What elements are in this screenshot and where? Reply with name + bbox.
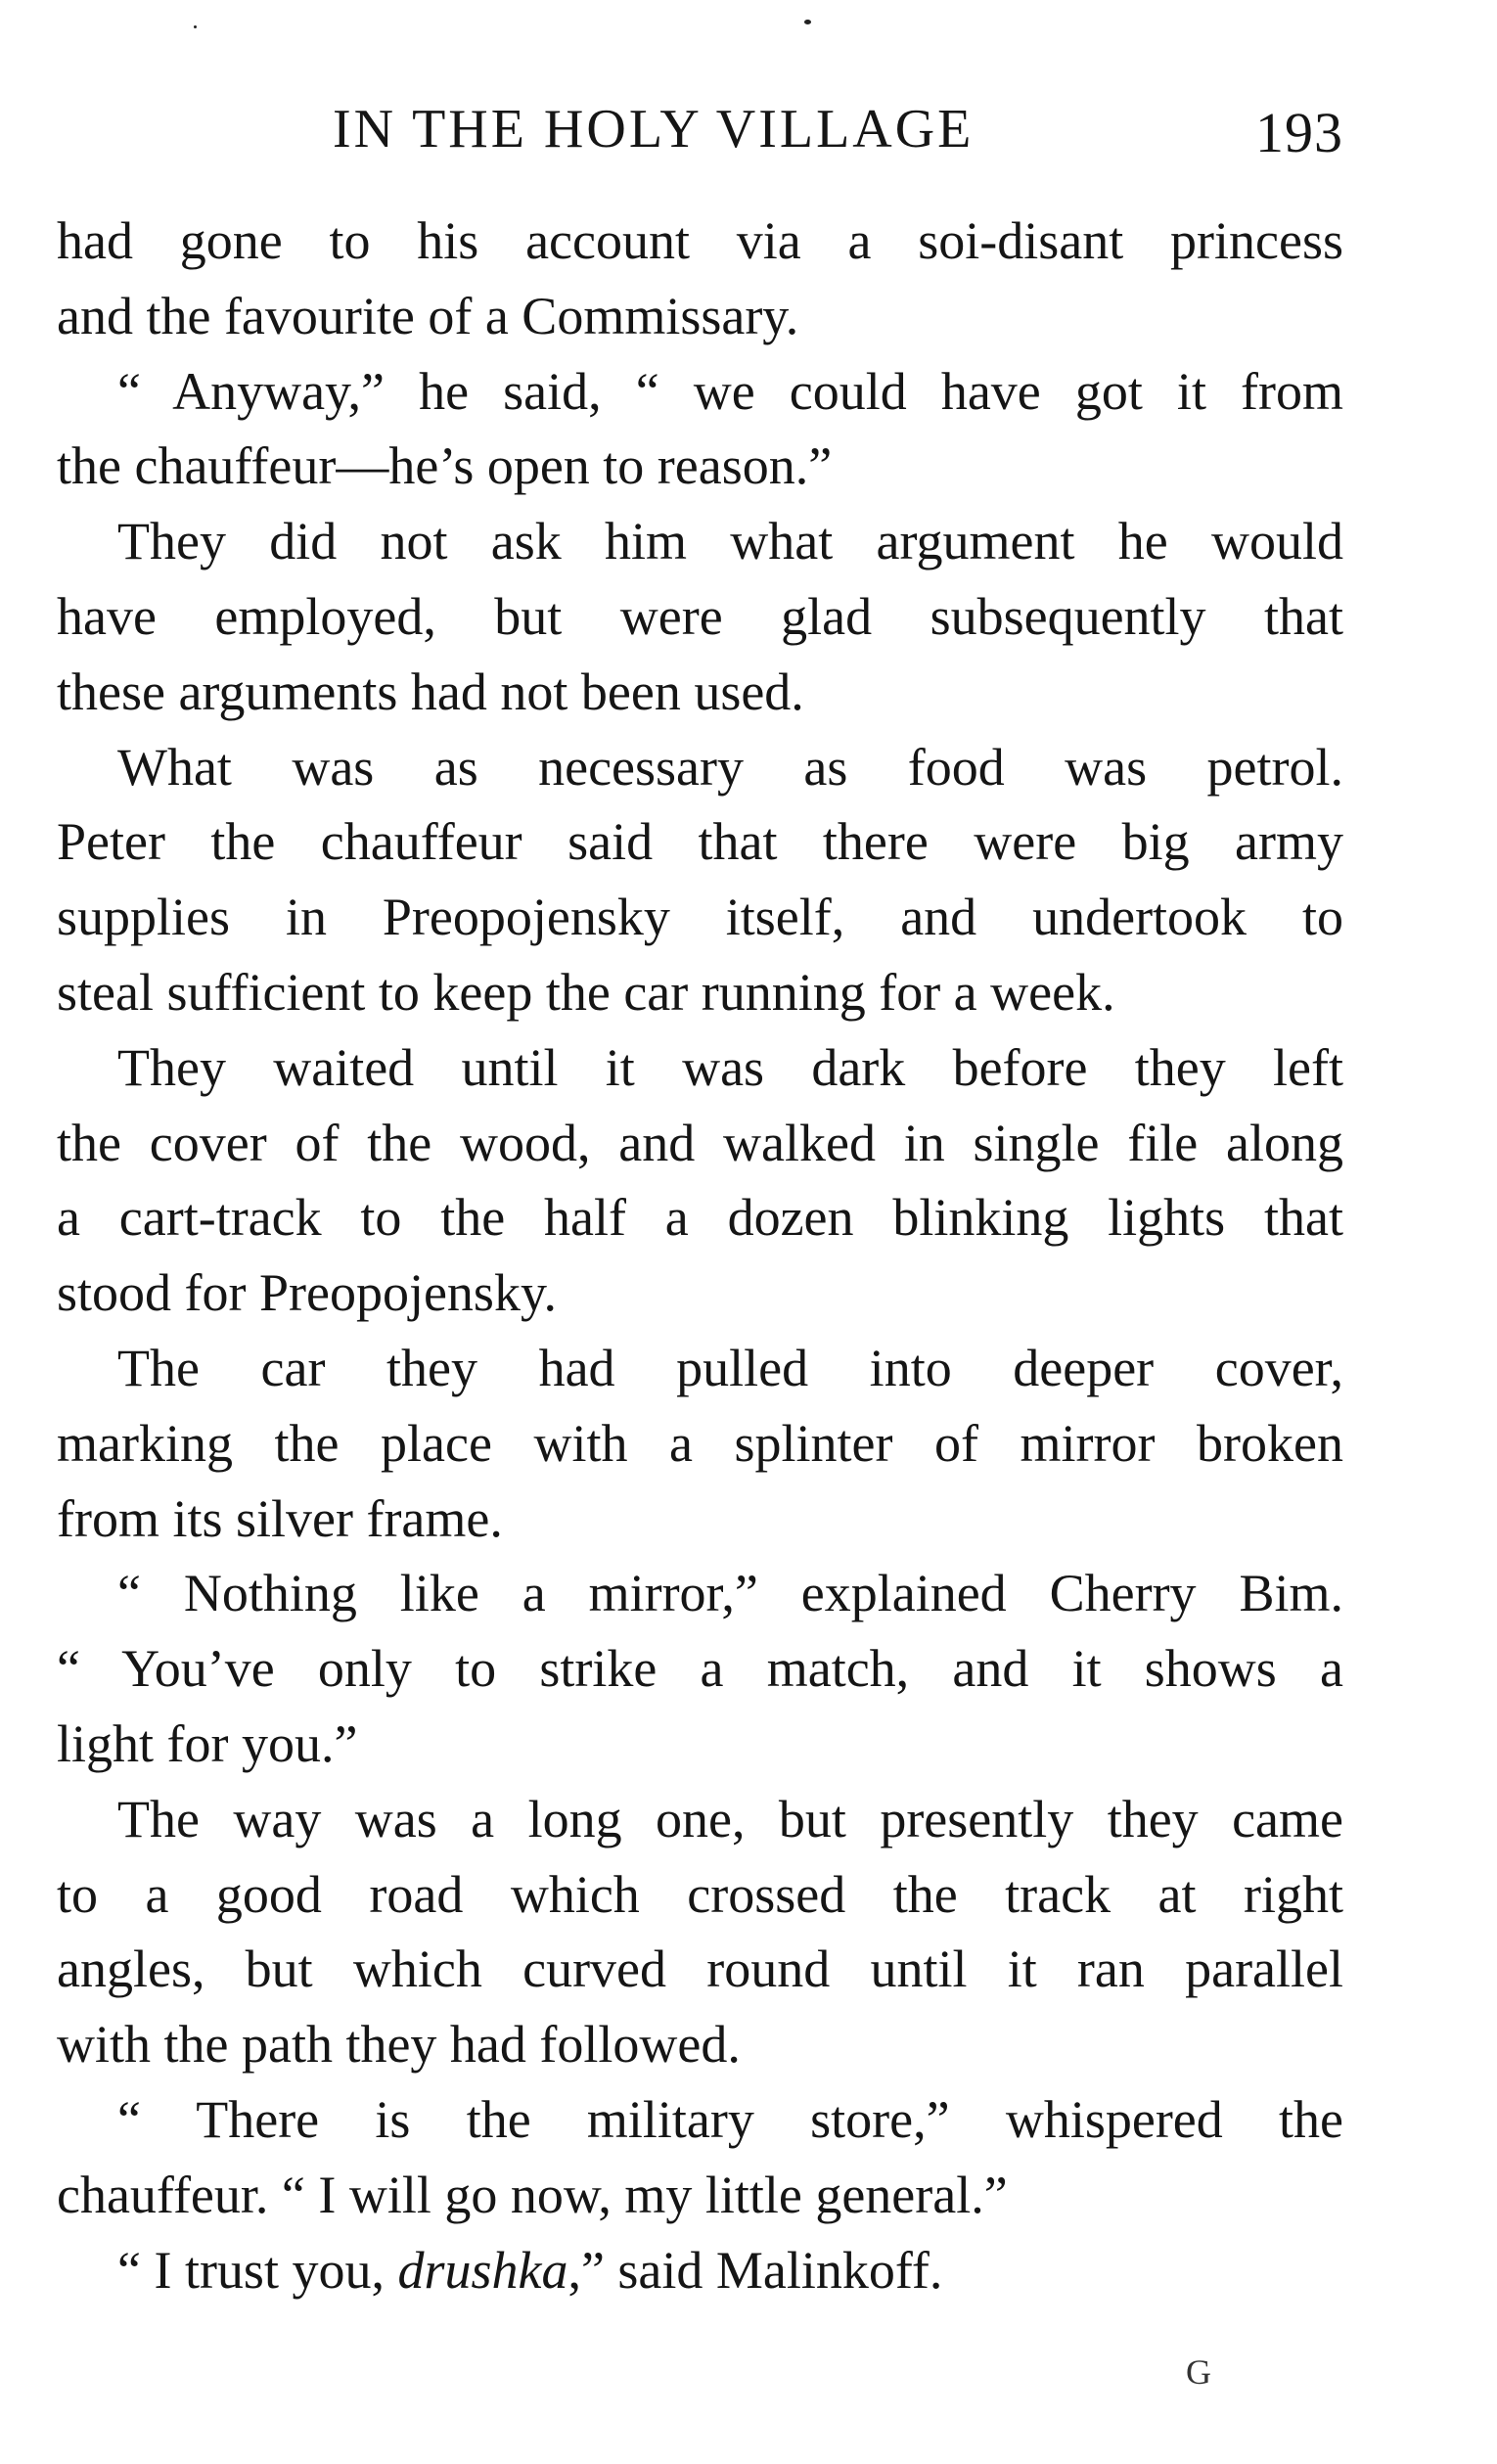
body-text xyxy=(57,204,1343,2307)
text-line: angles, but which curved round until it ran parallel xyxy=(57,1939,1343,1999)
text-line: to a good road which crossed the track at right xyxy=(57,1864,1343,1924)
text-line: from its silver frame. xyxy=(57,1488,503,1548)
text-line: a cart-track to the half a dozen blinking lights that xyxy=(57,1188,1343,1248)
text-line: light for you.” xyxy=(57,1713,358,1773)
text-line: They did not ask him what argument he would xyxy=(117,512,1343,571)
page-number: 193 xyxy=(1255,101,1343,164)
text-line: with the path they had followed. xyxy=(57,2015,741,2075)
text-line: The car they had pulled into deeper cover, xyxy=(117,1338,1343,1397)
page-header xyxy=(57,90,1343,168)
text-line: the cover of the wood, and walked in single file along xyxy=(57,1113,1343,1172)
text-line: “ Anyway,” he said, “ we could have got it from xyxy=(117,361,1343,421)
signature-mark: G xyxy=(1186,2352,1211,2392)
text-line: had gone to his account via a soi-disant princess xyxy=(57,211,1343,270)
text-line: “ There is the military store,” whispered the xyxy=(117,2089,1343,2149)
text-line: and the favourite of a Commissary. xyxy=(57,286,799,345)
text-line: The way was a long one, but presently they came xyxy=(117,1789,1343,1848)
text-line: What was as necessary as food was petrol. xyxy=(117,737,1343,797)
text-line: “ Nothing like a mirror,” explained Cherry Bim. xyxy=(117,1564,1343,1623)
text-line: They waited until it was dark before they left xyxy=(117,1037,1343,1097)
running-head: IN THE HOLY VILLAGE xyxy=(333,99,975,160)
text-line: “ I trust you, drushka,” said Malinkoff. xyxy=(117,2240,943,2300)
text-line: marking the place with a splinter of mirror broken xyxy=(57,1413,1343,1473)
print-speck xyxy=(804,20,811,24)
text-line: the chauffeur—he’s open to reason.” xyxy=(57,436,833,496)
text-line: chauffeur. “ I will go now, my little general.” xyxy=(57,2165,1008,2224)
text-line: steal sufficient to keep the car running for a week. xyxy=(57,962,1115,1022)
text-line: stood for Preopojensky. xyxy=(57,1263,557,1323)
print-speck xyxy=(194,25,197,28)
text-line: supplies in Preopojensky itself, and undertook to xyxy=(57,888,1343,947)
text-line: Peter the chauffeur said that there were big army xyxy=(57,812,1343,872)
text-line: these arguments had not been used. xyxy=(57,662,804,721)
italic-word: drushka xyxy=(397,2240,568,2300)
text-line: “ You’ve only to strike a match, and it shows a xyxy=(57,1639,1343,1699)
text-line: have employed, but were glad subsequently that xyxy=(57,586,1343,646)
